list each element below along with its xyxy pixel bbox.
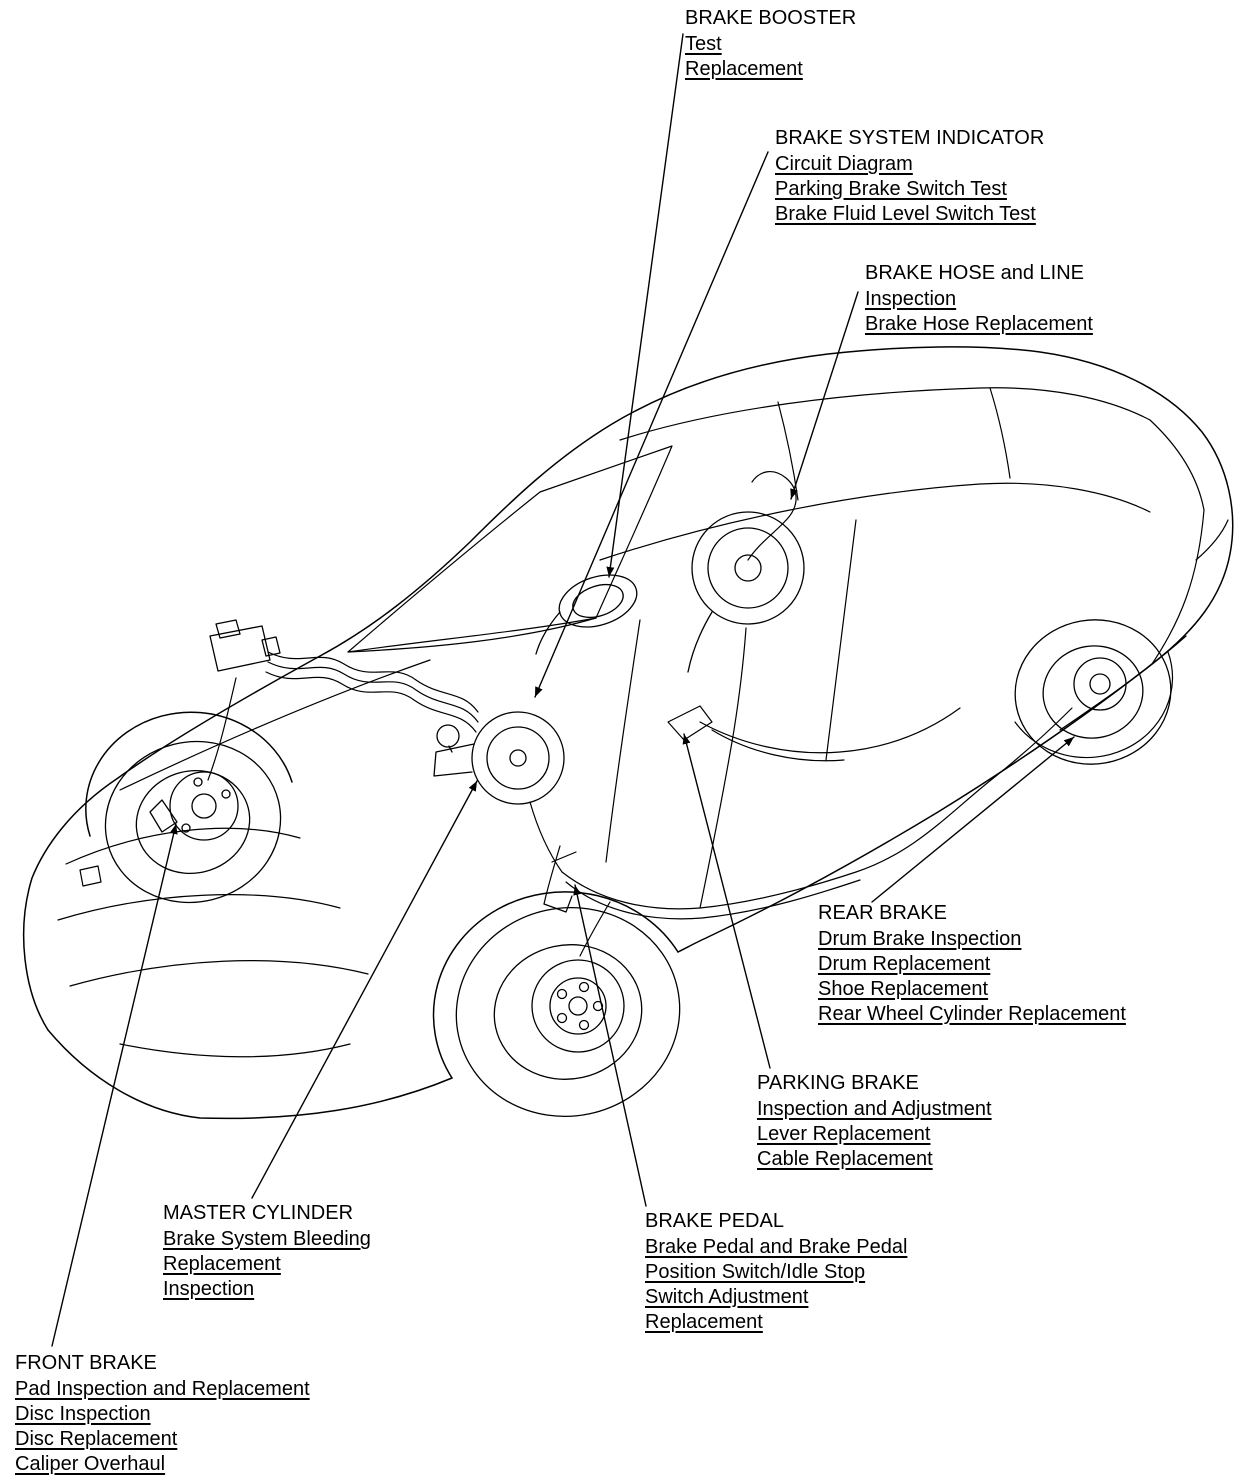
link-hose-inspection[interactable]: Inspection [865, 288, 957, 310]
link-brake-booster-replacement[interactable]: Replacement [685, 58, 803, 80]
label-parking-brake [757, 1071, 992, 1172]
link-pad-inspection-and-replacement[interactable]: Pad Inspection and Replacement [15, 1378, 310, 1400]
link-inspection-and-adjustment[interactable]: Inspection and Adjustment [757, 1098, 992, 1120]
link-rear-wheel-cylinder-replacement[interactable]: Rear Wheel Cylinder Replacement [818, 1003, 1126, 1025]
link-disc-replacement[interactable]: Disc Replacement [15, 1428, 178, 1450]
leader-parking-brake [684, 734, 770, 1068]
link-brake-pedal-replacement[interactable]: Replacement [645, 1311, 763, 1333]
brake-lines-drawing [208, 472, 1072, 956]
link-drum-replacement[interactable]: Drum Replacement [818, 953, 991, 975]
label-brake-booster [685, 6, 856, 82]
link-brake-hose-replacement[interactable]: Brake Hose Replacement [865, 313, 1093, 335]
link-brake-pedal-line-1[interactable]: Brake Pedal and Brake Pedal [645, 1236, 908, 1258]
label-front-brake [15, 1351, 310, 1476]
label-brake-hose-and-line [865, 261, 1093, 337]
link-brake-pedal-line-2[interactable]: Position Switch/Idle Stop [645, 1261, 866, 1283]
leader-master-cylinder [252, 781, 477, 1198]
leader-front-brake [52, 824, 176, 1346]
front-left-wheel-drawing [88, 723, 297, 921]
car-glass-and-pillars [348, 388, 1228, 862]
link-brake-fluid-level-switch-test[interactable]: Brake Fluid Level Switch Test [775, 203, 1036, 225]
label-brake-system-indicator-title: BRAKE SYSTEM INDICATOR [775, 127, 1045, 149]
master-cylinder-drawing [434, 712, 564, 804]
link-lever-replacement[interactable]: Lever Replacement [757, 1123, 931, 1145]
link-master-cylinder-inspection[interactable]: Inspection [163, 1278, 255, 1300]
label-master-cylinder-title: MASTER CYLINDER [163, 1202, 354, 1224]
label-brake-hose-and-line-title: BRAKE HOSE and LINE [865, 262, 1084, 284]
rear-drum-brake-drawing [688, 512, 804, 672]
link-brake-pedal-line-3[interactable]: Switch Adjustment [645, 1286, 809, 1308]
parking-brake-drawing [668, 706, 960, 761]
link-disc-inspection[interactable]: Disc Inspection [15, 1403, 151, 1425]
label-parking-brake-title: PARKING BRAKE [757, 1072, 919, 1094]
label-rear-brake [818, 901, 1126, 1027]
link-parking-brake-switch-test[interactable]: Parking Brake Switch Test [775, 178, 1007, 200]
brake-booster-drawing [536, 566, 643, 654]
link-circuit-diagram[interactable]: Circuit Diagram [775, 153, 913, 175]
label-rear-brake-title: REAR BRAKE [818, 902, 947, 924]
leader-brake-system-indicator [535, 152, 768, 697]
leader-brake-hose [791, 292, 858, 499]
link-shoe-replacement[interactable]: Shoe Replacement [818, 978, 989, 1000]
label-front-brake-title: FRONT BRAKE [15, 1352, 157, 1374]
label-master-cylinder [163, 1201, 371, 1302]
link-brake-booster-test[interactable]: Test [685, 33, 722, 55]
label-brake-pedal [645, 1209, 907, 1335]
link-caliper-overhaul[interactable]: Caliper Overhaul [15, 1453, 166, 1475]
leader-rear-brake [872, 737, 1074, 902]
leader-brake-pedal [575, 885, 646, 1206]
leader-brake-booster [609, 34, 683, 577]
link-master-cylinder-replacement[interactable]: Replacement [163, 1253, 281, 1275]
link-cable-replacement[interactable]: Cable Replacement [757, 1148, 933, 1170]
link-brake-system-bleeding[interactable]: Brake System Bleeding [163, 1228, 371, 1250]
label-brake-booster-title: BRAKE BOOSTER [685, 7, 857, 29]
link-drum-brake-inspection[interactable]: Drum Brake Inspection [818, 928, 1022, 950]
label-brake-pedal-title: BRAKE PEDAL [645, 1210, 784, 1232]
label-brake-system-indicator [775, 126, 1044, 227]
right-rear-wheel-drawing [1004, 608, 1183, 777]
